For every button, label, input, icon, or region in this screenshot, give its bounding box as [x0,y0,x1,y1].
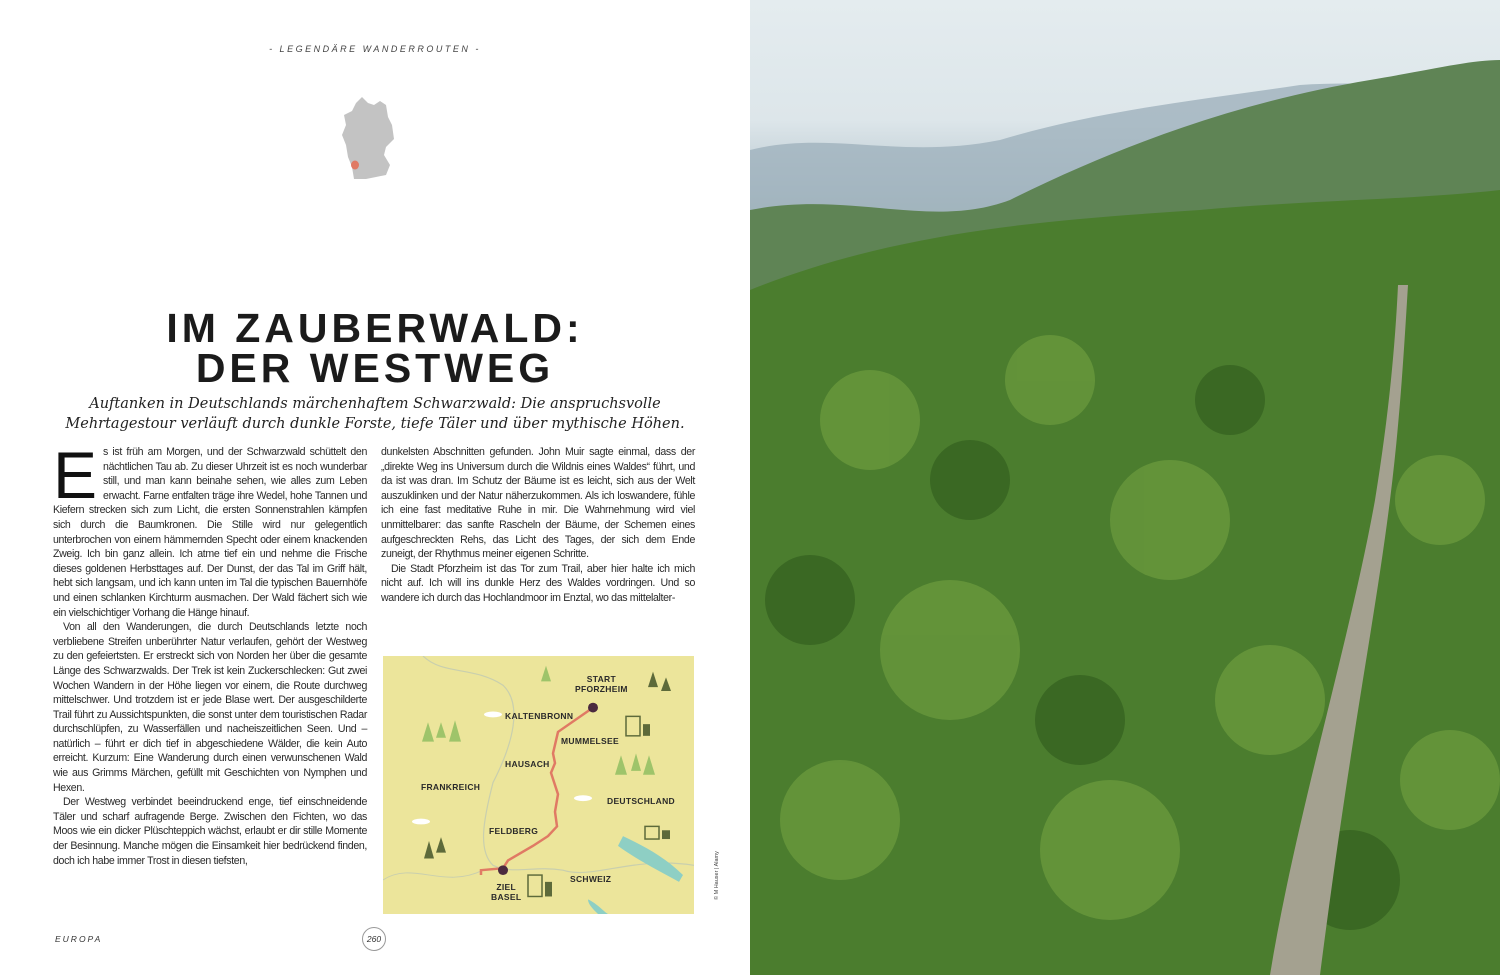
label-hausach: HAUSACH [505,759,550,769]
label-deutschland: DEUTSCHLAND [607,796,675,806]
route-map [383,656,694,914]
text-column-1 [53,438,367,868]
paragraph-text: s ist früh am Morgen, und der Schwarzwald schüttelt den nächtlichen Tau ab. Zu dieser Uhrzeit ist es noch wunderbar still, und man kann beinahe sehen, wie alles zum Leben erwacht. Farne entfalten träge ihre Wedel, hohe Tannen und Kiefern strecken sich zum Licht, die ersten Sonnenstrahlen kämpfen sich durch die Baumkronen. Die Stille wird nur gelegentlich unterbrochen von einem hämmernden Specht oder einem knackenden Zweig. Ich bin ganz allein. Ich atme tief ein und nehme die Frische dieses goldenen Herbsttages auf. Der Dunst, der das Tal im Griff hält, hebt sich langsam, und ich kann unten im Tal die typischen Bauernhöfe und einen schlanken Kirchturm ausmachen. Der Wald fächert sich wie ein vielschichtiger Vorhang die Hänge hinauf. [53,446,367,619]
germany-locator-map [336,95,406,185]
label-start-word: START [586,674,616,684]
label-start [575,674,628,694]
dropcap: E [53,438,98,512]
section-kicker: - LEGENDÄRE WANDERROUTEN - [269,44,481,54]
article-subtitle: Auftanken in Deutschlands märchenhaftem Schwarzwald: Die anspruchsvolle Mehrtagestour verläuft durch dunkle Forste, tiefe Täler und über mythische Höhen. [65,396,685,432]
river-line [383,870,483,880]
paragraph: Von all den Wanderungen, die durch Deutschlands letzte noch verbliebene Streifen unberührter Natur verlaufen, gehört der Westweg zu den gefeiertsten. Er erstreckt sich von Norden her über die gesamte Länge des Schwarzwalds. Der Trek ist kein Zuckerschlecken: Gut zwei Wochen Wandern in der Höhe liegen vor einem, die Route durchweg mittelschwer. Und trotzdem ist er jede Blase wert. Der ausgeschilderte Trail führt zu Aussichtspunkten, die sonst unter dem touristischen Radar durchschlüpfen, zu Wasserfällen und nacheiszeitlichen Seen. Und – natürlich – führt er dich tief in abgeschiedene Wälder, die kein Auto erreicht. Kurzum: Eine Wanderung durch einen verwunschenen Wald wie aus Grimms Märchen, gefüllt mit Geschichten von Nymphen und Hexen. [53,621,367,794]
label-schweiz: SCHWEIZ [570,874,612,884]
photo-credit: © M Hauser | Alamy [714,851,720,900]
paragraph: Die Stadt Pforzheim ist das Tor zum Trail, aber hier halte ich mich nicht auf. Ich will ins dunkle Herz des Waldes vordringen. Und so wandere ich durch das Hochlandmoor im Enztal, wo das mittelalter- [381,562,695,604]
label-ziel-city: BASEL [491,892,522,902]
label-kaltenbronn: KALTENBRONN [505,711,574,721]
footer-section: EUROPA [55,934,103,944]
forest-photo [750,0,1500,975]
label-mummelsee: MUMMELSEE [561,736,619,746]
label-start-city: PFORZHEIM [575,684,628,694]
label-ziel-word: ZIEL [496,882,516,892]
page-number: 260 [362,927,386,951]
black-forest-marker [351,161,359,170]
text-column-2 [381,445,695,606]
route-line [481,708,593,875]
lake-zuerich [588,899,608,914]
lake-bodensee [618,836,683,882]
title-line-1: IM ZAUBERWALD: [166,305,584,351]
paragraph: dunkelsten Abschnitten gefunden. John Muir sagte einmal, dass der „direkte Weg ins Universum durch die Wildnis eines Waldes“ führt, und da ist was dran. Im Schutz der Bäume ist es leicht, sich aus der Welt auszuklinken und der Natur näherzukommen. Als ich loswandere, fühle ich eine fast meditative Ruhe in mir. Die Wahrnehmung wird viel unmittelbarer: das sanfte Rascheln der Bäume, der Schemen eines aufgeschreckten Rehs, das Licht des Tages, der sich dem Ende zuneigt, der Rhythmus meiner eigenen Schritte. [381,446,695,561]
label-ziel [491,882,521,902]
title-line-2: DER WESTWEG [195,345,555,391]
paragraph [53,438,367,620]
paragraph: Der Westweg verbindet beeindruckend enge, tief einschneidende Täler und scharf aufragende Berge. Zwischen den Fichten, wo das Moos wie ein dicker Plüschteppich wächst, erlaubt er dir stille Momente der Besinnung. Manche mögen die Einsamkeit hier bedrückend finden, doch ich habe immer Trost in diesen tiefsten, [53,796,367,867]
label-frankreich: FRANKREICH [421,782,481,792]
end-marker [498,865,508,875]
border-line [423,656,694,873]
start-marker [588,703,598,713]
label-feldberg: FELDBERG [489,826,539,836]
article-title [0,305,750,391]
